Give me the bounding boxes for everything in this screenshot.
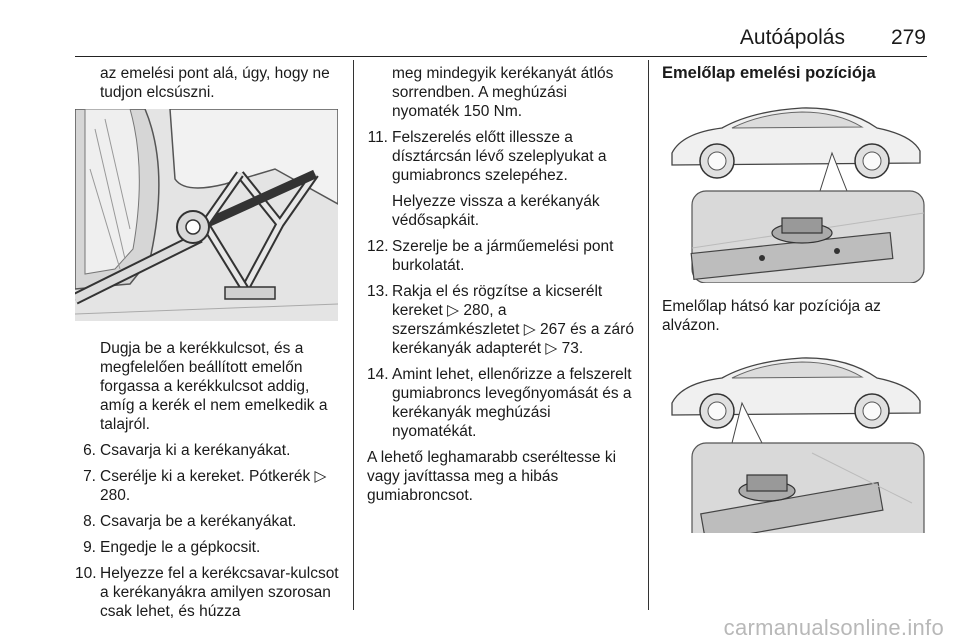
list-item xyxy=(367,282,637,358)
front-lift-point-illustration xyxy=(662,93,927,283)
car-front-drawing xyxy=(662,93,927,283)
page-header xyxy=(0,22,960,54)
jack-illustration xyxy=(75,109,338,321)
list-text: Csavarja be a kerékanyákat. xyxy=(100,513,297,530)
page-number: 279 xyxy=(890,26,926,49)
list-item xyxy=(75,441,343,460)
section-subtitle: Emelőlap emelési pozíciója xyxy=(662,64,876,82)
section-title: Autóápolás xyxy=(739,26,845,49)
list-number: 12. xyxy=(367,238,389,255)
list-text: Cserélje ki a kereket. Pótkerék ▷ 280. xyxy=(100,468,327,504)
list-item xyxy=(367,365,637,441)
paragraph: az emelési pont alá, úgy, hogy ne tudjon elcsúszni. xyxy=(100,65,330,101)
list-number: 8. xyxy=(83,513,96,530)
list-number: 13. xyxy=(367,283,389,300)
jack-drawing xyxy=(75,109,338,321)
paragraph: Helyezze vissza a kerékanyák védősapkáit. xyxy=(392,193,600,229)
car-rear-drawing xyxy=(662,343,927,533)
list-text: Engedje le a gépkocsit. xyxy=(100,539,261,556)
list-number: 11. xyxy=(367,129,388,146)
column-divider xyxy=(648,60,649,610)
list-item xyxy=(75,512,343,531)
column-divider xyxy=(353,60,354,610)
list-number: 9. xyxy=(83,539,96,556)
list-number: 7. xyxy=(83,468,96,485)
list-item xyxy=(75,564,343,621)
list-text: Amint lehet, ellenőrizze a felszerelt gumiabroncs levegőnyomását és a kerékanyák meghúzási nyomatékát. xyxy=(392,366,632,440)
paragraph: A lehető leghamarabb cseréltesse ki vagy javíttassa meg a hibás gumiabroncsot. xyxy=(367,449,617,504)
list-number: 10. xyxy=(75,565,97,582)
column-2 xyxy=(367,64,637,512)
figure-caption: Emelőlap hátsó kar pozíciója az alvázon. xyxy=(662,298,881,334)
column-1 xyxy=(75,64,343,628)
list-text: Felszerelés előtt illessze a dísztárcsán lévő szeleplyukat a gumiabroncs szelepéhez. xyxy=(392,129,607,184)
list-number: 14. xyxy=(367,366,389,383)
list-text: Szerelje be a járműemelési pont burkolatát. xyxy=(392,238,614,274)
list-item xyxy=(367,128,637,185)
column-3 xyxy=(662,64,932,547)
list-item xyxy=(75,467,343,505)
list-text: Rakja el és rögzítse a kicserélt kereket ▷ 280, a szerszámkészletet ▷ 267 és a záró kerékanyák adapterét ▷ 73. xyxy=(392,283,634,357)
list-text: Csavarja ki a kerékanyákat. xyxy=(100,442,291,459)
list-item xyxy=(75,538,343,557)
paragraph: meg mindegyik kerékanyát átlós sorrendben. A meghúzási nyomaték 150 Nm. xyxy=(392,65,614,120)
rear-lift-point-illustration xyxy=(662,343,927,533)
list-text: Helyezze fel a kerékcsavar-kulcsot a kerékanyákra amilyen szorosan csak lehet, és húzza xyxy=(100,565,339,620)
paragraph: Dugja be a kerékkulcsot, és a megfelelően beállított emelőn forgassa a kerékkulcsot addig, amíg a kerék el nem emelkedik a talajról. xyxy=(100,340,328,433)
header-rule xyxy=(75,56,927,57)
watermark: carmanualsonline.info xyxy=(723,615,944,640)
list-item xyxy=(367,237,637,275)
list-number: 6. xyxy=(83,442,96,459)
